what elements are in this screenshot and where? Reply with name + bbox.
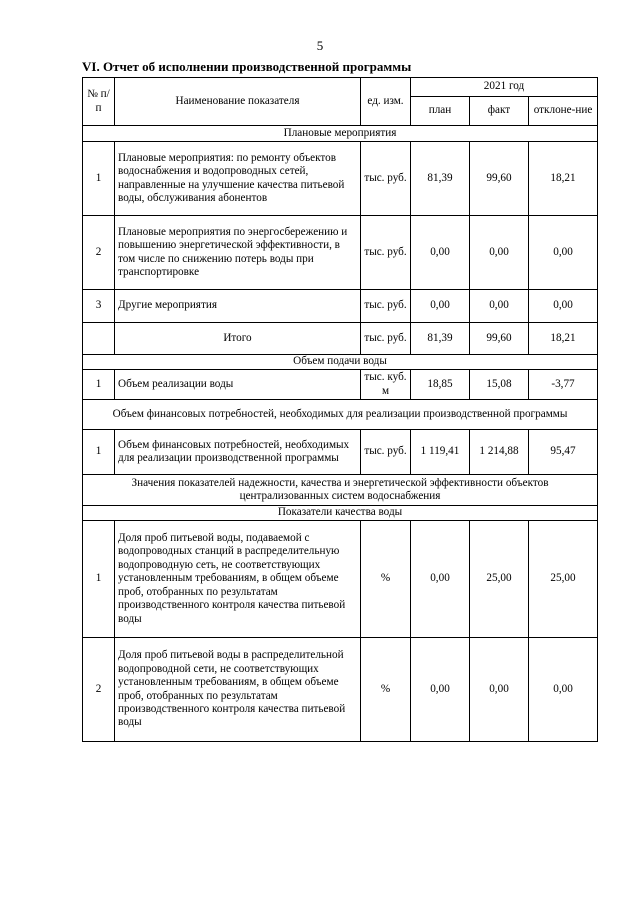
total-fact: 99,60 [470,323,529,355]
row-unit: тыс. руб. [361,430,411,475]
header-year: 2021 год [411,78,598,97]
row-fact: 0,00 [470,216,529,290]
row-plan: 0,00 [411,521,470,638]
section-title: VI. Отчет об исполнении производственной программы [82,59,412,74]
row-name: Объем финансовых потребностей, необходимых для реализации производственной программы [115,430,361,475]
row-unit: тыс. руб. [361,216,411,290]
row-unit: % [361,521,411,638]
row-deviation: 18,21 [529,142,598,216]
row-plan: 18,85 [411,370,470,400]
table-row [83,638,598,742]
row-num: 2 [83,216,115,290]
total-row [83,323,598,355]
total-label: Итого [115,323,361,355]
table-row [83,290,598,323]
table-row [83,430,598,475]
total-unit: тыс. руб. [361,323,411,355]
row-plan: 0,00 [411,216,470,290]
header-deviation: отклоне-ние [529,97,598,126]
row-num: 1 [83,430,115,475]
row-deviation: 0,00 [529,290,598,323]
total-plan: 81,39 [411,323,470,355]
header-plan: план [411,97,470,126]
row-deviation: -3,77 [529,370,598,400]
total-num [83,323,115,355]
row-name: Объем реализации воды [115,370,361,400]
row-unit: тыс. куб. м [361,370,411,400]
row-num: 1 [83,370,115,400]
row-deviation: 0,00 [529,638,598,742]
report-table [82,77,598,742]
row-plan: 81,39 [411,142,470,216]
header-name: Наименование показателя [115,78,361,126]
row-fact: 15,08 [470,370,529,400]
row-unit: тыс. руб. [361,142,411,216]
section-planned-title: Плановые мероприятия [83,126,598,142]
row-num: 1 [83,142,115,216]
table-row [83,521,598,638]
row-unit: тыс. руб. [361,290,411,323]
section-finance-title: Объем финансовых потребностей, необходимых для реализации производственной программы [83,400,598,430]
row-fact: 0,00 [470,290,529,323]
row-num: 3 [83,290,115,323]
row-fact: 0,00 [470,638,529,742]
table-row [83,216,598,290]
total-deviation: 18,21 [529,323,598,355]
row-plan: 1 119,41 [411,430,470,475]
table-row [83,142,598,216]
header-num: № п/п [83,78,115,126]
row-fact: 25,00 [470,521,529,638]
row-num: 1 [83,521,115,638]
row-fact: 99,60 [470,142,529,216]
row-fact: 1 214,88 [470,430,529,475]
table-row [83,370,598,400]
row-unit: % [361,638,411,742]
section-quality-title: Показатели качества воды [83,506,598,521]
row-deviation: 95,47 [529,430,598,475]
page-number: 5 [316,38,324,53]
row-name: Доля проб питьевой воды в распределительной водопроводной сети, не соответствующих установленным требованиям, в общем объеме проб, отобранных по результатам производственного контроля качества питьевой воды [115,638,361,742]
section-supply-title: Объем подачи воды [83,355,598,370]
row-plan: 0,00 [411,638,470,742]
row-name: Плановые мероприятия по энергосбережению и повышению энергетической эффективности, в том числе по снижению потерь воды при транспортировке [115,216,361,290]
row-name: Другие мероприятия [115,290,361,323]
row-plan: 0,00 [411,290,470,323]
section-reliability-title: Значения показателей надежности, качества и энергетической эффективности объектов централизованных систем водоснабжения [83,475,598,506]
row-name: Плановые мероприятия: по ремонту объектов водоснабжения и водопроводных сетей, направленные на улучшение качества питьевой воды, обслуживания абонентов [115,142,361,216]
row-deviation: 0,00 [529,216,598,290]
row-deviation: 25,00 [529,521,598,638]
row-num: 2 [83,638,115,742]
header-unit: ед. изм. [361,78,411,126]
row-name: Доля проб питьевой воды, подаваемой с водопроводных станций в распределительную водопроводную сеть, не соответствующих установленным требованиям, в общем объеме проб, отобранных по результатам производственного контроля качества питьевой воды [115,521,361,638]
header-fact: факт [470,97,529,126]
